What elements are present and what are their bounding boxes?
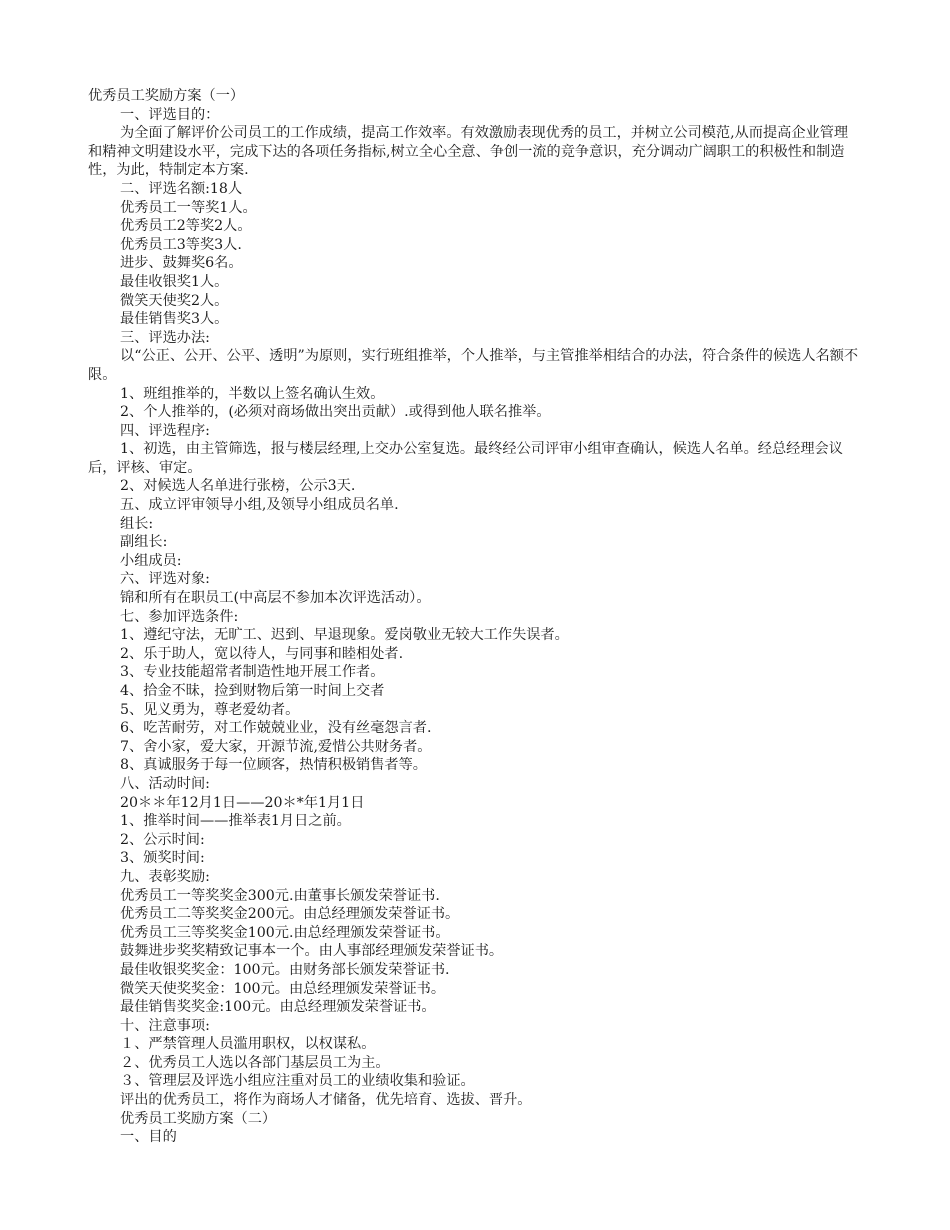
doc-line: 五、成立评审领导小组,及领导小组成员名单. bbox=[120, 497, 399, 514]
doc-line: 2、个人推举的，(必须对商场做出突出贡献）.或得到他人联名推举。 bbox=[120, 404, 551, 421]
doc-line: 锦和所有在职员工(中高层不参加本次评选活动）。 bbox=[120, 590, 431, 607]
doc-line: 进步、鼓舞奖6名。 bbox=[120, 255, 243, 272]
doc-line: 最佳收银奖1人。 bbox=[120, 273, 229, 290]
doc-line: 3、颁奖时间: bbox=[120, 850, 205, 867]
doc-line: 优秀员工2等奖2人。 bbox=[120, 218, 252, 235]
doc-line: 优秀员工奖励方案（二） bbox=[120, 1110, 277, 1127]
doc-line: 副组长: bbox=[120, 534, 168, 551]
doc-line: 鼓舞进步奖奖精致记事本一个。由人事部经理颁发荣誉证书。 bbox=[120, 943, 504, 960]
doc-line: 评出的优秀员工，将作为商场人才储备，优先培育、选拔、晋升。 bbox=[120, 1092, 532, 1109]
doc-line: 十、注意事项: bbox=[120, 1017, 210, 1034]
doc-line: 优秀员工三等奖奖金100元.由总经理颁发荣誉证书。 bbox=[120, 924, 450, 941]
doc-line: 为全面了解评价公司员工的工作成绩，提高工作效率。有效激励表现优秀的员工，并树立公司模范,从而提高企业管理和精神文明建设水平，完成下达的各项任务指标,树立全心全意、争创一流的竞争意识，充分调动广阔职工的积极性和制造性，为此，特制定本方案. bbox=[88, 125, 849, 179]
doc-line: 1、初选，由主管筛选，报与楼层经理,上交办公室复选。最终经公司评审小组审查确认，候选人名单。经总经理会议后，评核、审定。 bbox=[88, 441, 843, 476]
doc-line: 4、拾金不昧，捡到财物后第一时间上交者 bbox=[120, 683, 385, 699]
doc-line: 七、参加评选条件: bbox=[120, 608, 239, 625]
doc-line: 优秀员工3等奖3人. bbox=[120, 236, 242, 253]
doc-line: 2、对候选人名单进行张榜，公示3天. bbox=[120, 478, 356, 495]
doc-line: 六、评选对象: bbox=[120, 571, 210, 588]
doc-line: 7、舍小家，爱大家，开源节流,爱惜公共财务者。 bbox=[120, 738, 432, 755]
doc-line: 1、推举时间——推举表1月日之前。 bbox=[120, 813, 351, 830]
doc-line: 最佳销售奖奖金:100元。由总经理颁发荣誉证书。 bbox=[120, 999, 436, 1016]
doc-line: ３、管理层及评选小组应注重对员工的业绩收集和验证。 bbox=[120, 1073, 475, 1090]
doc-line: 5、见义勇为，尊老爱幼者。 bbox=[120, 701, 300, 718]
doc-line: 组长: bbox=[120, 515, 154, 532]
doc-line: 优秀员工二等奖奖金200元。由总经理颁发荣誉证书。 bbox=[120, 906, 460, 923]
doc-line: 2、公示时间: bbox=[120, 831, 205, 848]
doc-line: 20＊＊年12月1日——20＊*年1月1日 bbox=[120, 794, 365, 811]
doc-line: ２、优秀员工人选以各部门基层员工为主。 bbox=[120, 1054, 390, 1071]
doc-line: 八、活动时间: bbox=[120, 775, 210, 792]
doc-line: 以“公正、公开、公平、透明”为原则，实行班组推举，个人推举，与主管推举相结合的办法，符合条件的候选人名额不限。 bbox=[88, 348, 859, 383]
doc-line: 3、专业技能超常者制造性地开展工作者。 bbox=[120, 664, 385, 681]
doc-line: 四、评选程序: bbox=[120, 422, 210, 439]
doc-line: 优秀员工一等奖1人。 bbox=[120, 199, 257, 216]
doc-line: 微笑天使奖2人。 bbox=[120, 292, 229, 309]
doc-line: 一、目的 bbox=[120, 1129, 177, 1146]
doc-line: 优秀员工一等奖奖金300元.由董事长颁发荣誉证书. bbox=[120, 887, 440, 904]
doc-line: 优秀员工奖励方案（一） bbox=[88, 88, 245, 104]
doc-line: 8、真诚服务于每一位顾客，热情积极销售者等。 bbox=[120, 757, 427, 774]
doc-line: 最佳收银奖奖金：100元。由财务部长颁发荣誉证书. bbox=[120, 961, 450, 978]
doc-line: 1、遵纪守法，无旷工、迟到、早退现象。爱岗敬业无较大工作失误者。 bbox=[120, 627, 569, 644]
doc-line: 三、评选办法: bbox=[120, 329, 210, 346]
doc-line: 二、评选名额:18人 bbox=[120, 180, 243, 197]
doc-line: 九、表彰奖励: bbox=[120, 868, 210, 885]
doc-line: １、严禁管理人员滥用职权，以权谋私。 bbox=[120, 1036, 376, 1053]
doc-line: 微笑天使奖奖金：100元。由总经理颁发荣誉证书。 bbox=[120, 980, 446, 997]
doc-line: 小组成员: bbox=[120, 552, 182, 569]
doc-line: 1、班组推举的，半数以上签名确认生效。 bbox=[120, 385, 385, 402]
doc-line: 2、乐于助人，宽以待人，与同事和睦相处者. bbox=[120, 645, 404, 662]
doc-line: 最佳销售奖3人。 bbox=[120, 311, 229, 328]
doc-line: 一、评选目的： bbox=[120, 106, 220, 123]
doc-line: 6、吃苦耐劳，对工作兢兢业业，没有丝毫怨言者. bbox=[120, 720, 432, 737]
document-body bbox=[88, 87, 860, 1147]
